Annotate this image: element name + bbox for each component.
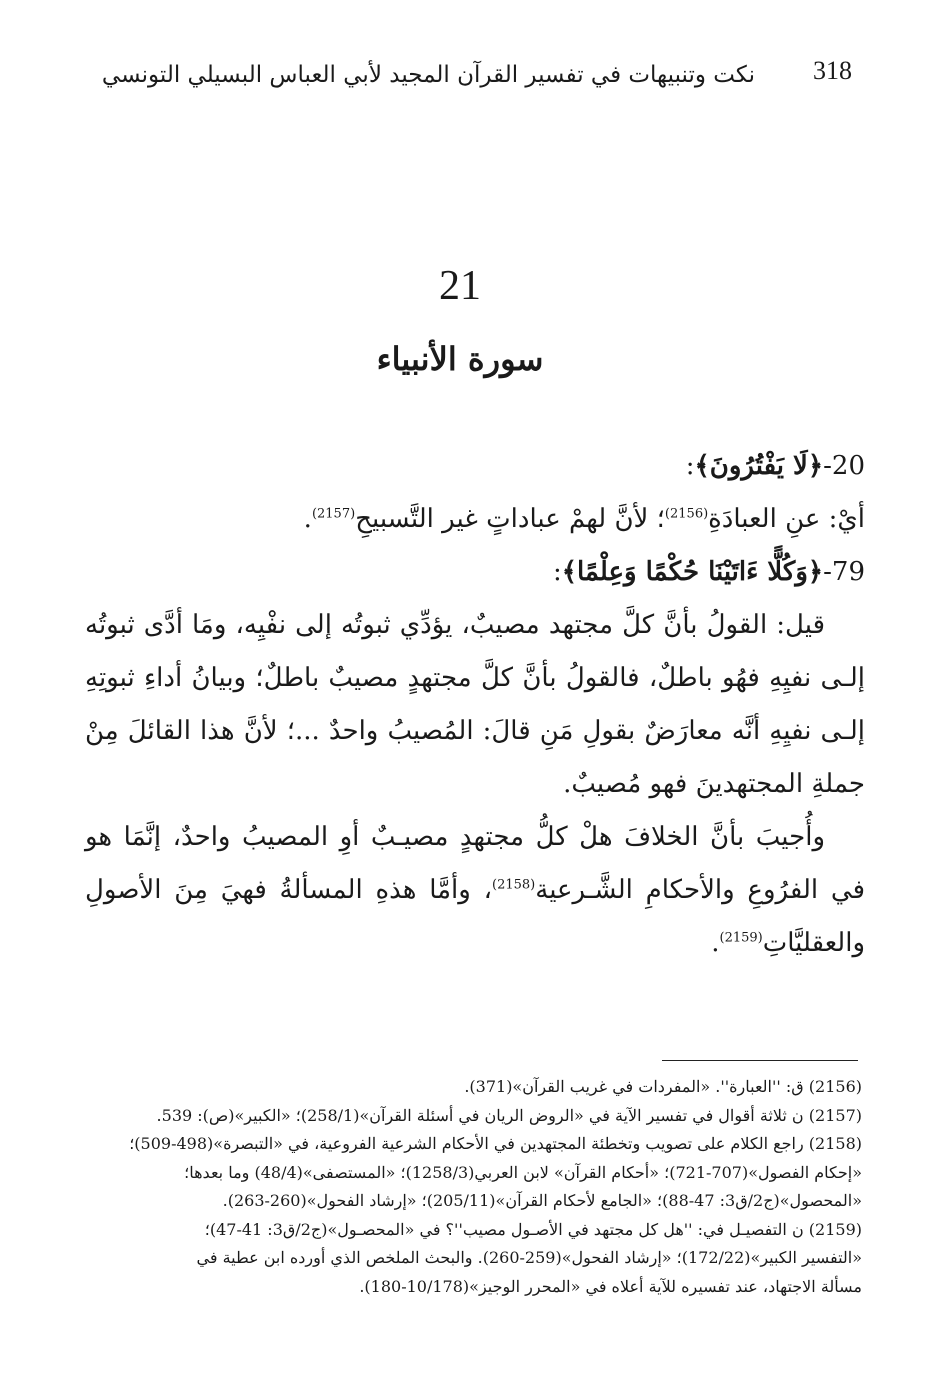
- text-run: ؛ لأنَّ لهمْ عباداتٍ غير التَّسبيحِ: [355, 504, 665, 534]
- footnote-id: (2158): [808, 1134, 862, 1153]
- footnote-2159: [82, 1216, 862, 1302]
- footnote-ref[interactable]: (2159): [719, 930, 763, 946]
- footnote-2157: [82, 1102, 862, 1131]
- verse-text: وَكُلًّا ءَاتَيْنَا حُكْمًا وَعِلْمًا: [576, 557, 808, 587]
- footnote-2158: [82, 1130, 862, 1216]
- running-title: نكت وتنبيهات في تفسير القرآن المجيد لأبي العباس البسيلي التونسي: [101, 62, 755, 88]
- ornate-bracket-close: ﴾: [694, 451, 710, 481]
- verse-heading-20: [85, 440, 865, 493]
- footnote-line: راجع الكلام على تصويب وتخطئة المجتهدين في الأحكام الشرعية الفروعية، في «التبصرة»(498-509)؛: [129, 1134, 804, 1153]
- footnote-id: (2157): [808, 1105, 862, 1125]
- verse-colon: :: [552, 557, 562, 587]
- verse-number: 79-: [823, 557, 865, 587]
- footnote-line: ق: ''العبارة''. «المفردات في غريب القرآن»(371).: [464, 1077, 804, 1096]
- paragraph-objection: قيل: القولُ بأنَّ كلَّ مجتهد مصيبٌ، يؤدِّي ثبوتُه إلى نفْيِه، ومَا أدَّى ثبوتُه إلـى نفيِهِ فهُو باطلٌ، فالقولُ بأنَّ كلَّ مجتهدٍ مصيبٌ باطلٌ؛ وبيانُ أداءِ ثبوتِهِ إلـى نفيِهِ أنَّه معارَضٌ بقولِ مَنِ قالَ: المُصيبُ واحدٌ ...؛ لأنَّ هذا القائلَ مِنْ جملةِ المجتهدينَ فهو مُصيبٌ.: [85, 610, 865, 799]
- footnote-id: (2156): [808, 1077, 862, 1096]
- paragraph-answer: [85, 811, 865, 970]
- page-header: [90, 52, 870, 112]
- verse-heading-79: [85, 546, 865, 599]
- footnote-line: ن ثلاثة أقوال في تفسير الآية في «الروض الريان في أسئلة القرآن»(258/1)؛ «الكبير»(ص): 539.: [156, 1105, 804, 1125]
- verse-text: لَا يَفْتُرُونَ: [709, 451, 808, 481]
- footnote-ref[interactable]: (2158): [492, 877, 536, 893]
- ornate-bracket-open: ﴿: [807, 557, 824, 587]
- ornate-bracket-open: ﴿: [807, 451, 824, 481]
- text-run: .: [303, 504, 312, 534]
- verse-colon: :: [685, 451, 695, 481]
- text-run: ، وأمَّا هذهِ المسألةُ فهيَ مِنَ الأصولِ والعقليَّاتِ: [85, 875, 865, 958]
- footnote-2156: [82, 1073, 862, 1102]
- footnote-line: «إحكام الفصول»(707-721)؛ «أحكام القرآن» لابن العربي(1258/3)؛ «المستصفى»(48/4) وما بعدها؛: [184, 1162, 862, 1182]
- footnote-ref[interactable]: (2157): [311, 506, 356, 522]
- footnote-divider: [662, 1060, 858, 1061]
- text-run: .: [711, 928, 720, 958]
- page-number: 318: [813, 56, 852, 85]
- footnotes: [82, 1073, 862, 1301]
- chapter-number: 21: [439, 263, 481, 309]
- paragraph-explanation: [85, 493, 865, 546]
- footnote-line: «التفسير الكبير»(172/22)؛ «إرشاد الفحول»(259-260). والبحث الملخص الذي أورده ابن عطية في: [196, 1248, 862, 1267]
- surah-title: سورة الأنبياء: [376, 340, 544, 378]
- ornate-bracket-close: ﴾: [561, 557, 577, 587]
- text-run: أيْ: عنِ العبادَةِ: [708, 504, 865, 534]
- text-run: وأُجيبَ بأنَّ الخلافَ هلْ كلُّ مجتهدٍ مصيـبٌ أوِ المصيبُ واحدٌ، إنَّمَا هو في الفرُوعِ والأحكامِ الشَّـرعية: [85, 822, 866, 905]
- footnote-line: ن التفصيـل في: ''هل كل مجتهد في الأصـول مصيب''؟ في «المحصـول»(ج2/ق3: 41-47)؛: [204, 1219, 804, 1239]
- footnote-ref[interactable]: (2156): [664, 506, 709, 522]
- footnote-line: مسألة الاجتهاد، عند تفسيره للآية أعلاه في «المحرر الوجيز»(10/178-180).: [359, 1276, 862, 1296]
- main-text: [85, 440, 865, 970]
- verse-number: 20-: [823, 451, 865, 481]
- footnote-line: «المحصول»(ج2/ق3: 47-88)؛ «الجامع لأحكام القرآن»(205/11)؛ «إرشاد الفحول»(260-263).: [222, 1191, 862, 1210]
- footnote-id: (2159): [808, 1219, 862, 1239]
